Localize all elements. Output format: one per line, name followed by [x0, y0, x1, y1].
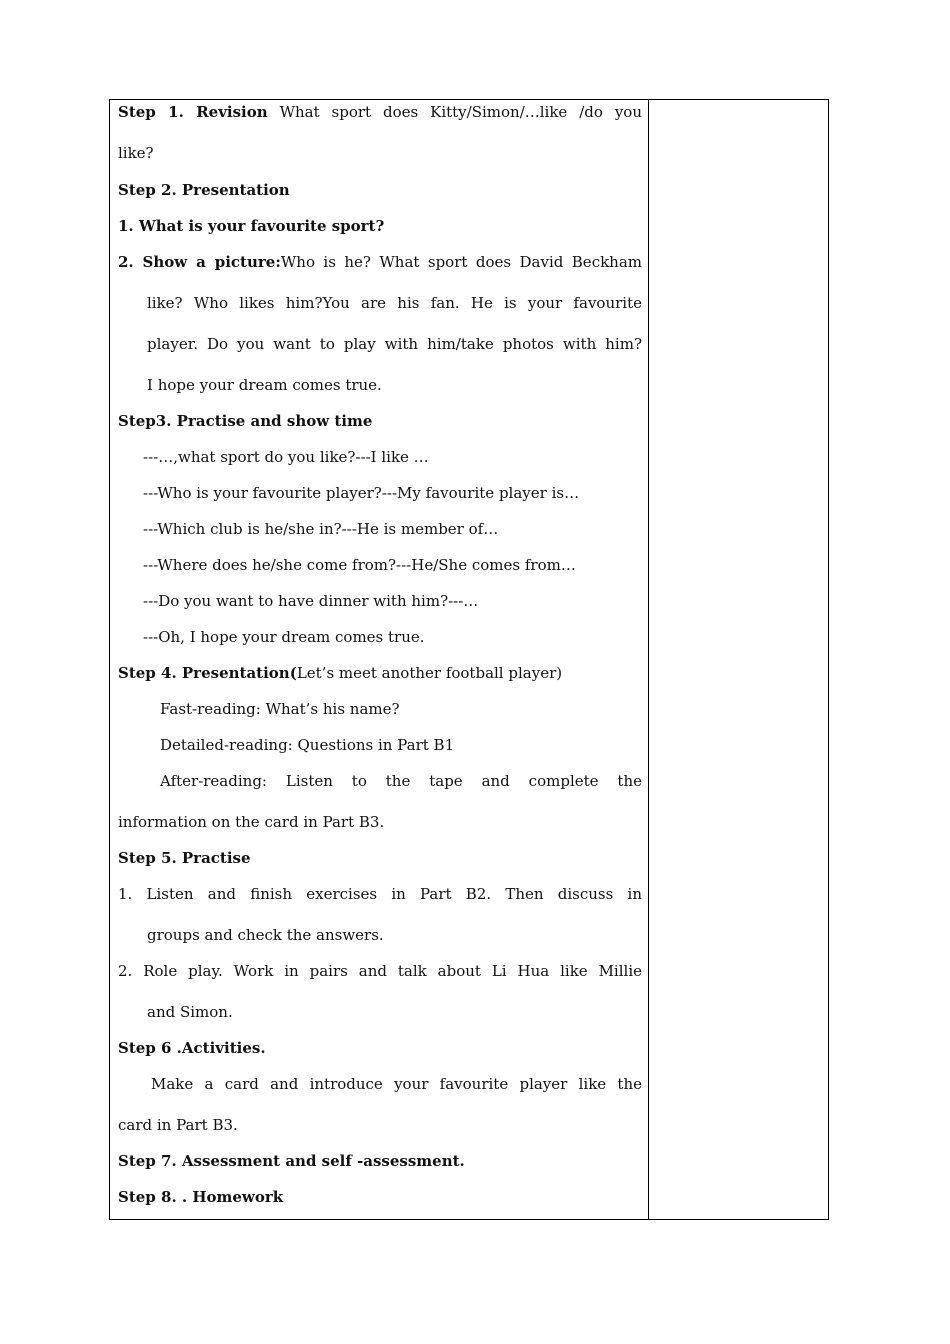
step6-heading: Step 6 .Activities. [118, 1039, 266, 1057]
step2-item2-line2: like? Who likes him?You are his fan. He is your favourite [147, 294, 642, 312]
step6-text: Make a card and introduce your favourite player like the [151, 1075, 642, 1093]
step3-heading: Step3. Practise and show time [118, 412, 373, 430]
step5-heading: Step 5. Practise [118, 849, 251, 867]
dialogue-line-1: ---…,what sport do you like?---I like … [143, 448, 429, 466]
dialogue-line-5: ---Do you want to have dinner with him?---… [143, 592, 479, 610]
step2-item2-line4: I hope your dream comes true. [147, 376, 382, 394]
step2-item2-label: 2. Show a picture: [118, 253, 281, 271]
step8-heading: Step 8. . Homework [118, 1188, 284, 1206]
step4-detailed-reading: Detailed-reading: Questions in Part B1 [160, 736, 455, 754]
dialogue-line-4: ---Where does he/she come from?---He/She comes from… [143, 556, 576, 574]
step4-after-reading-cont: information on the card in Part B3. [118, 813, 385, 831]
step1-text: What sport does Kitty/Simon/…like /do you [279, 103, 642, 121]
step2-item1: 1. What is your favourite sport? [118, 217, 385, 235]
step2-heading: Step 2. Presentation [118, 181, 290, 199]
step5-item2: 2. Role play. Work in pairs and talk about Li Hua like Millie [118, 962, 642, 980]
step7-heading: Step 7. Assessment and self -assessment. [118, 1152, 465, 1170]
step4-heading-line [118, 663, 562, 683]
step4-heading-note: Let’s meet another football player) [296, 664, 563, 682]
dialogue-line-2: ---Who is your favourite player?---My favourite player is… [143, 484, 580, 502]
column-divider [648, 99, 649, 1220]
step5-item1-cont: groups and check the answers. [147, 926, 384, 944]
step1-heading: Step 1. Revision [118, 103, 268, 121]
step2-item2-line [118, 252, 642, 272]
step6-text-cont: card in Part B3. [118, 1116, 238, 1134]
dialogue-line-6: ---Oh, I hope your dream comes true. [143, 628, 425, 646]
dialogue-line-3: ---Which club is he/she in?---He is member of… [143, 520, 499, 538]
step4-fast-reading: Fast-reading: What’s his name? [160, 700, 400, 718]
step1-continuation: like? [118, 144, 154, 162]
step2-item2-text: Who is he? What sport does David Beckham [280, 253, 643, 271]
step4-after-reading: After-reading: Listen to the tape and complete the [160, 772, 642, 790]
step1-line [118, 102, 642, 122]
step4-heading: Step 4. Presentation( [118, 664, 297, 682]
step5-item2-cont: and Simon. [147, 1003, 233, 1021]
step2-item2-line3: player. Do you want to play with him/take photos with him? [147, 335, 642, 353]
step5-item1: 1. Listen and finish exercises in Part B2. Then discuss in [118, 885, 642, 903]
